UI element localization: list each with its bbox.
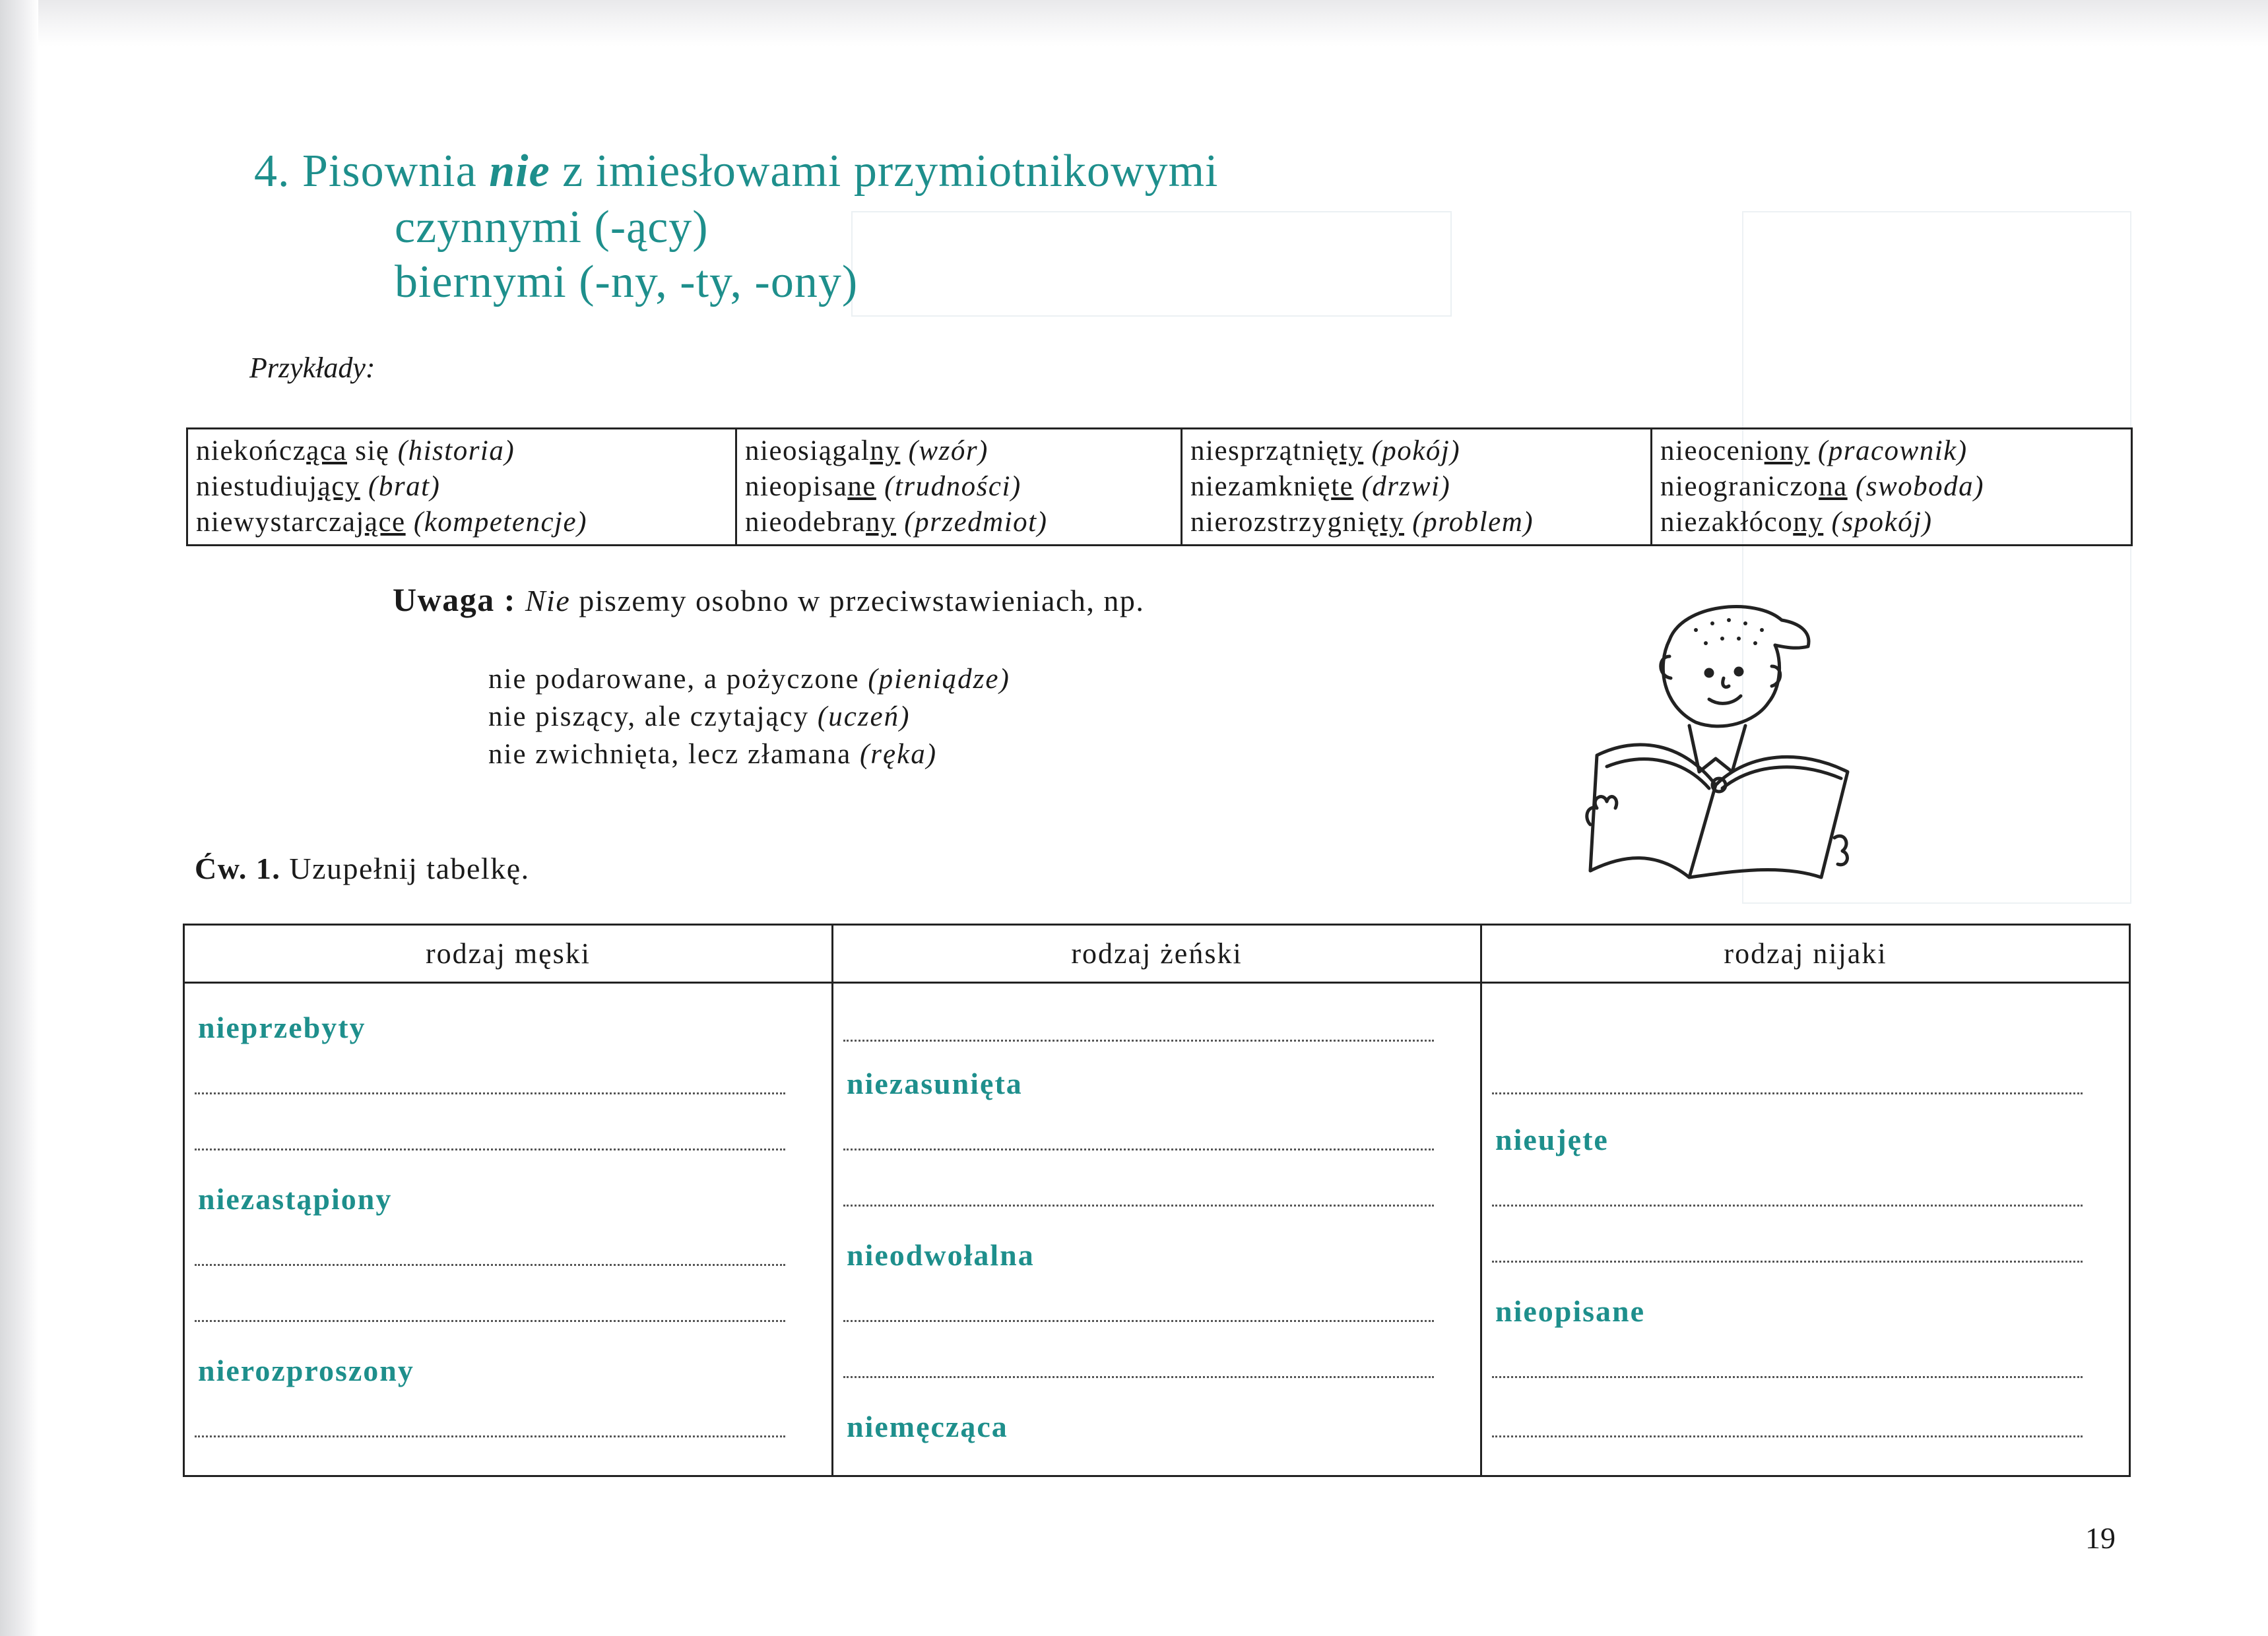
page-number: 19: [2085, 1521, 2116, 1555]
examples-col-2: [736, 429, 1182, 546]
examples-label: Przykłady:: [249, 352, 375, 384]
examples-col-3: [1182, 429, 1652, 546]
given-word: niezastąpiony: [198, 1182, 393, 1216]
given-word: nieujęte: [1495, 1123, 1609, 1156]
note-example: nie zwichnięta, lecz złamana (ręka): [488, 739, 938, 770]
note: Uwaga : Nie piszemy osobno w przeciwstawieniach, np.: [393, 581, 1145, 618]
example-entry: niewystarczające (kompetencje): [196, 507, 587, 538]
examples-table: [186, 427, 2133, 546]
answer-line[interactable]: [843, 1376, 1434, 1378]
example-entry: niezamknięte (drzwi): [1190, 471, 1451, 502]
answer-line[interactable]: [1492, 1205, 2083, 1207]
example-entry: niestudiujący (brat): [196, 471, 441, 502]
example-entry: niesprzątnięty (pokój): [1190, 435, 1461, 466]
given-word: nierozproszony: [198, 1354, 414, 1387]
column-masculine: [184, 983, 833, 1476]
note-example: nie piszący, ale czytający (uczeń): [488, 701, 911, 732]
exercise-instruction: Ćw. 1. Uzupełnij tabelkę.: [195, 852, 530, 885]
example-entry: nieosiągalny (wzór): [745, 435, 988, 466]
answer-line[interactable]: [195, 1435, 785, 1437]
answer-line[interactable]: [843, 1205, 1434, 1207]
boy-reading-book-icon: [1584, 594, 1867, 884]
answer-line[interactable]: [195, 1264, 785, 1266]
given-word: nieopisane: [1495, 1294, 1646, 1328]
note-example: nie podarowane, a pożyczone (pieniądze): [488, 664, 1010, 695]
header-masculine: rodzaj męski: [184, 925, 833, 983]
answer-line[interactable]: [195, 1148, 785, 1150]
example-entry: nieoceniony (pracownik): [1660, 435, 1968, 466]
bleed-through: [851, 211, 1452, 317]
answer-line[interactable]: [195, 1092, 785, 1094]
title-line-2: czynnymi (-ący): [395, 202, 709, 253]
page-title: 4. Pisownia nie z imiesłowami przymiotnikowymi: [254, 146, 1219, 197]
examples-col-4: [1652, 429, 2132, 546]
given-word: nieodwołalna: [847, 1238, 1035, 1272]
answer-line[interactable]: [1492, 1092, 2083, 1094]
example-entry: niekończąca się (historia): [196, 435, 515, 466]
example-entry: nieopisane (trudności): [745, 471, 1021, 502]
answer-line[interactable]: [195, 1320, 785, 1322]
answer-line[interactable]: [843, 1148, 1434, 1150]
header-feminine: rodzaj żeński: [833, 925, 1481, 983]
example-entry: nieodebrany (przedmiot): [745, 507, 1048, 538]
title-line-3: biernymi (-ny, -ty, -ony): [395, 257, 859, 307]
answer-line[interactable]: [1492, 1261, 2083, 1263]
exercise-table: [183, 924, 2131, 1477]
column-neuter: [1481, 983, 2130, 1476]
note-label: Uwaga: [393, 581, 495, 618]
given-word: niemęcząca: [847, 1410, 1008, 1443]
example-entry: niezakłócony (spokój): [1660, 507, 1933, 538]
answer-line[interactable]: [1492, 1435, 2083, 1437]
column-feminine: [833, 983, 1481, 1476]
given-word: nieprzebyty: [198, 1011, 366, 1044]
answer-line[interactable]: [1492, 1376, 2083, 1378]
example-entry: nierozstrzygnięty (problem): [1190, 507, 1534, 538]
answer-line[interactable]: [843, 1040, 1434, 1042]
answer-line[interactable]: [843, 1320, 1434, 1322]
header-neuter: rodzaj nijaki: [1481, 925, 2130, 983]
scan-top-edge: [0, 0, 2268, 46]
scan-left-edge: [0, 0, 38, 1636]
examples-col-1: [187, 429, 736, 546]
example-entry: nieograniczona (swoboda): [1660, 471, 1984, 502]
given-word: niezasunięta: [847, 1067, 1023, 1100]
